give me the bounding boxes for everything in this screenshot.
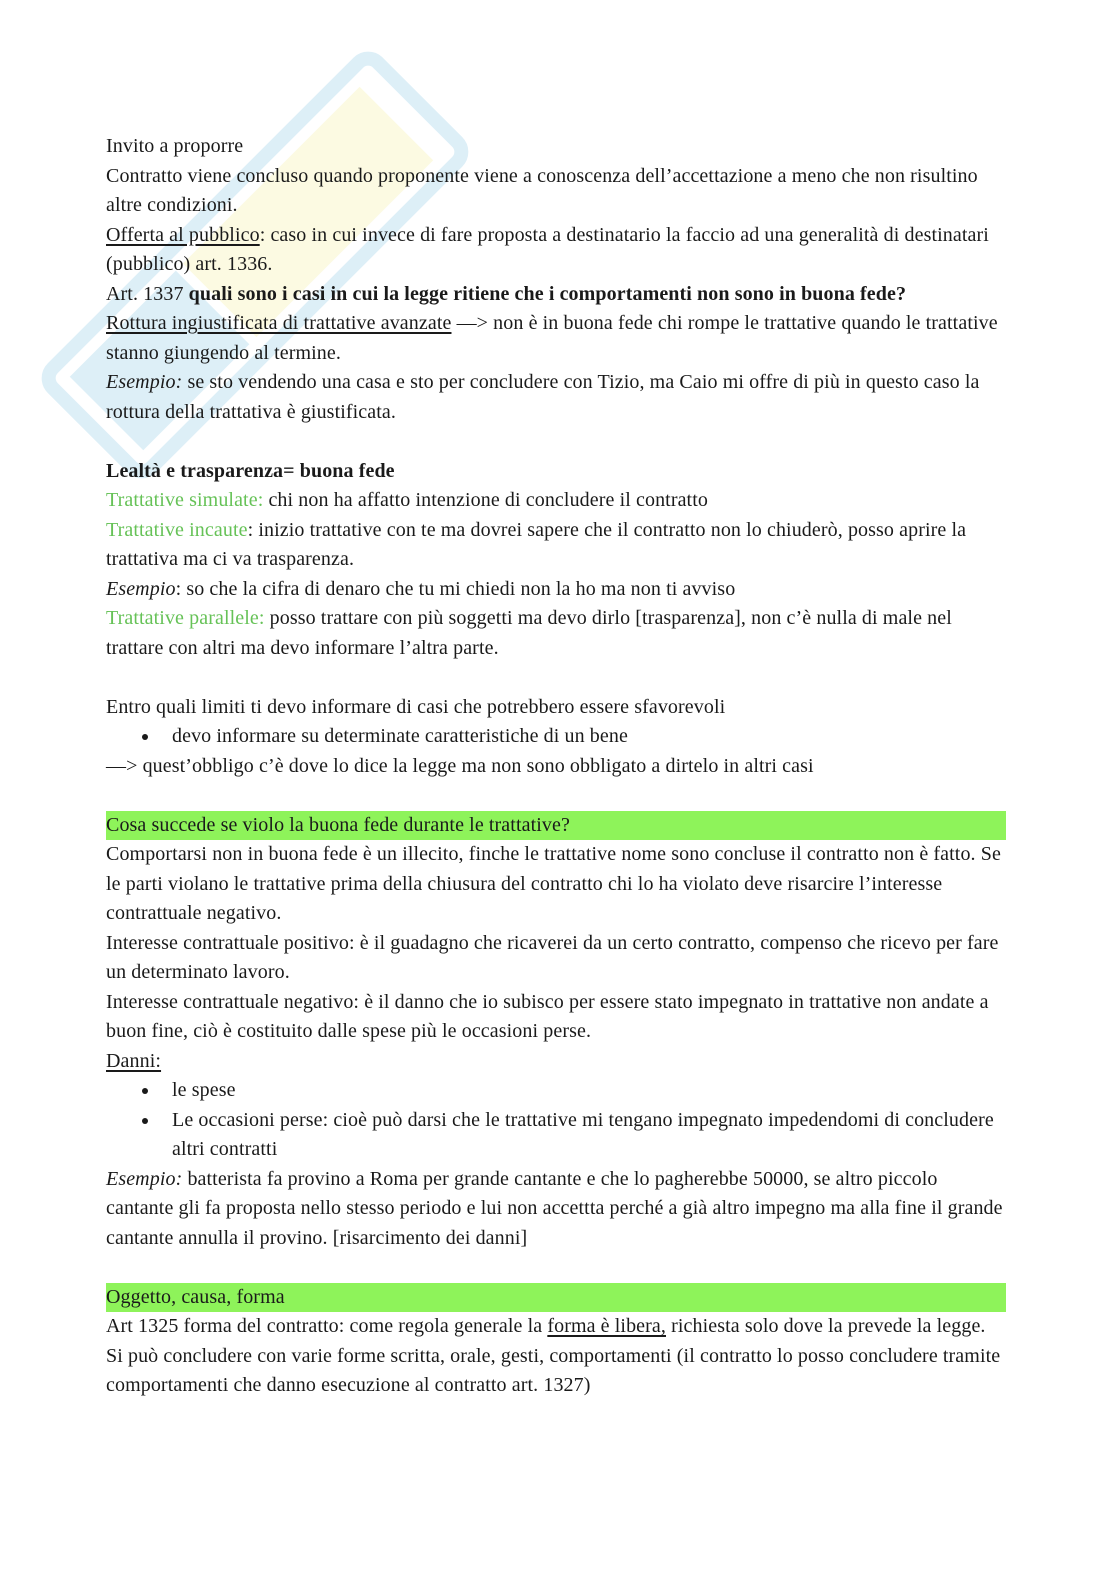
paragraph: —> quest’obbligo c’è dove lo dice la legge ma non sono obbligato a dirtelo in altri casi <box>106 754 814 777</box>
paragraph: Art 1325 forma del contratto: come regola generale la forma è libera, richiesta solo dove la prevede la legge. Si può concludere con varie forme scritta, orale, gesti, comportamenti (il contratto lo posso concludere tramite comportamenti che danno esecuzione al contratto art. 1327) <box>106 1315 1001 1396</box>
bullet-list <box>106 1076 1006 1165</box>
paragraph: Comportarsi non in buona fede è un illecito, finche le trattative nome sono concluse il contratto non è fatto. Se le parti violano le trattative prima della chiusura del contratto chi lo ha violato deve risarcire l’interesse contrattuale negativo. <box>106 843 1001 924</box>
paragraph <box>106 1047 1006 1077</box>
underlined-term: forma è libera, <box>547 1315 666 1337</box>
highlighted-heading: Oggetto, causa, forma <box>106 1283 1006 1313</box>
underlined-term: Offerta al pubblico <box>106 223 260 246</box>
paragraph: Esempio: se sto vendendo una casa e sto per concludere con Tizio, ma Caio mi offre di più in questo caso la rottura della trattativa è giustificata. <box>106 371 980 423</box>
list-item: devo informare su determinate caratteristiche di un bene <box>172 722 1006 752</box>
paragraph: Offerta al pubblico: caso in cui invece di fare proposta a destinatario la faccio ad una generalità di destinatari (pubblico) art. 1336. <box>106 223 989 275</box>
document-body <box>106 132 1006 1401</box>
green-term: Trattative parallele: <box>106 607 265 629</box>
section-heading: Lealtà e trasparenza= buona fede <box>106 459 395 482</box>
underlined-term: Danni: <box>106 1049 162 1072</box>
paragraph: Esempio: so che la cifra di denaro che tu mi chiedi non la ho ma non ti avviso <box>106 577 736 600</box>
highlighted-heading: Cosa succede se violo la buona fede durante le trattative? <box>106 811 1006 841</box>
paragraph: Interesse contrattuale negativo: è il danno che io subisco per essere stato impegnato in trattative non andate a buon fine, ciò è costituito dalle spese più le occasioni perse. <box>106 990 989 1042</box>
paragraph: Invito a proporre <box>106 135 244 157</box>
example-label: Esempio: <box>106 371 183 393</box>
example-label: Esempio <box>106 577 176 600</box>
paragraph: Esempio: batterista fa provino a Roma per grande cantante e che lo pagherebbe 50000, se altro piccolo cantante gli fa proposta nello stesso periodo e lui non accettta perché a già altro impegno ma alla fine il grande cantante annulla il provino. [risarcimento dei danni] <box>106 1167 1003 1249</box>
paragraph: Rottura ingiustificata di trattative avanzate —> non è in buona fede chi rompe le trattative quando le trattative stanno giungendo al termine. <box>106 312 998 364</box>
green-term: Trattative simulate: <box>106 489 264 511</box>
bullet-list <box>106 722 1006 752</box>
underlined-term: Rottura ingiustificata di trattative avanzate <box>106 312 452 334</box>
list-item: le spese <box>172 1076 1006 1106</box>
paragraph: Entro quali limiti ti devo informare di casi che potrebbero essere sfavorevoli <box>106 695 726 718</box>
list-item: Le occasioni perse: cioè può darsi che le trattative mi tengano impegnato impedendomi di concludere altri contratti <box>172 1106 1006 1165</box>
bold-question: quali sono i casi in cui la legge ritiene che i comportamenti non sono in buona fede? <box>188 282 907 305</box>
paragraph: Trattative parallele: posso trattare con più soggetti ma devo dirlo [trasparenza], non c’è nulla di male nel trattare con altri ma devo informare l’altra parte. <box>106 607 952 659</box>
green-term: Trattative incaute <box>106 518 248 541</box>
paragraph: Art. 1337 quali sono i casi in cui la legge ritiene che i comportamenti non sono in buona fede? <box>106 282 907 305</box>
paragraph: Trattative incaute: inizio trattative con te ma dovrei sapere che il contratto non lo chiuderò, posso aprire la trattativa ma ci va trasparenza. <box>106 518 967 570</box>
paragraph: Contratto viene concluso quando proponente viene a conoscenza dell’accettazione a meno che non risultino altre condizioni. <box>106 164 978 216</box>
paragraph: Interesse contrattuale positivo: è il guadagno che ricaverei da un certo contratto, compenso che ricevo per fare un determinato lavoro. <box>106 931 999 983</box>
paragraph: Trattative simulate: chi non ha affatto intenzione di concludere il contratto <box>106 489 708 511</box>
example-label: Esempio: <box>106 1167 183 1190</box>
